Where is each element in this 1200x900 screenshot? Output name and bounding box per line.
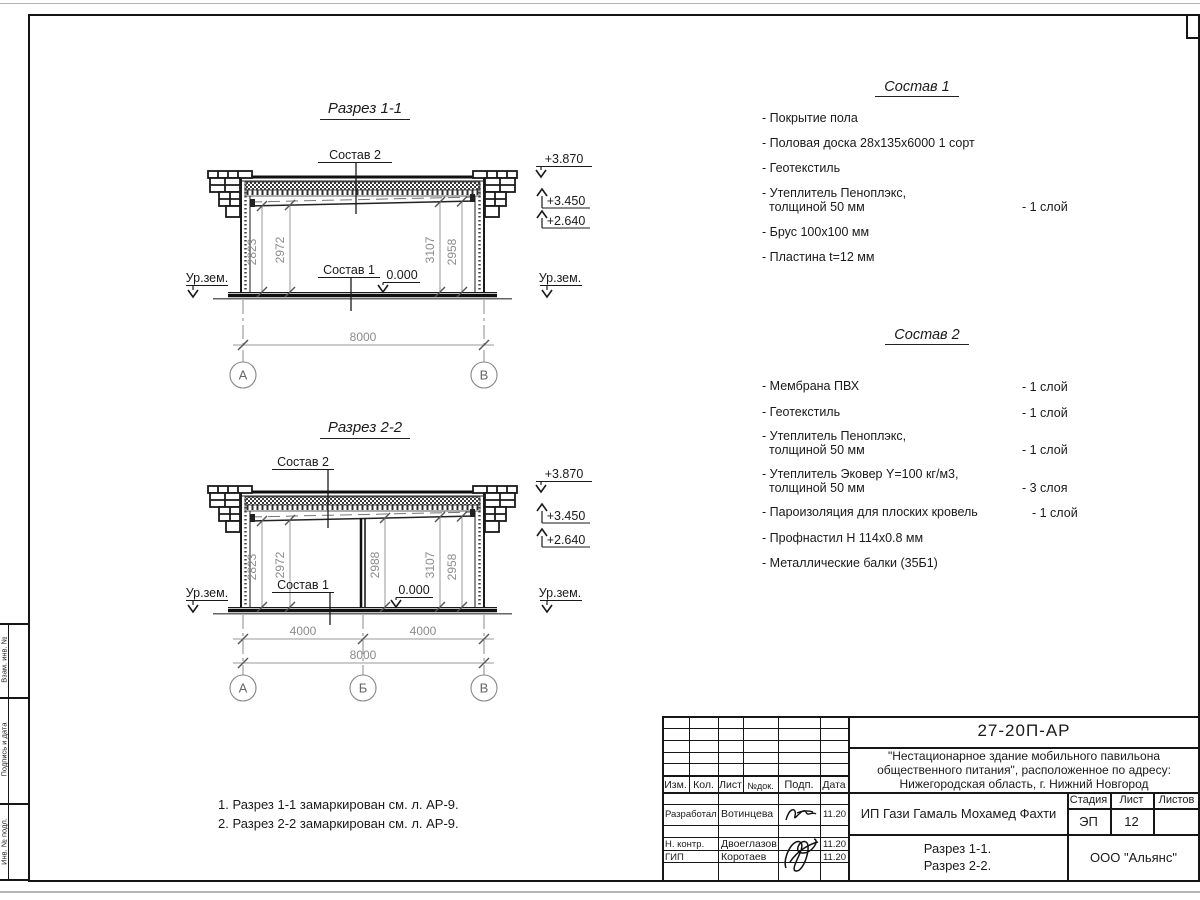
row-name-korotaev: Коротаев: [721, 851, 767, 863]
elev-0000-2: 0.000: [398, 583, 430, 597]
project-name-line1: "Нестационарное здание мобильного павильона: [887, 749, 1161, 763]
elev-2640: +2.640: [546, 214, 586, 228]
stage-value: ЭП: [1079, 814, 1098, 829]
callout-sostav2-2: Состав 2: [277, 455, 329, 469]
section-2-2-title: Разрез 2-2: [320, 419, 410, 439]
col-header-ndok: №док.: [747, 781, 774, 791]
sheet-title-line1: Разрез 1-1.: [923, 841, 992, 856]
doc-number: 27-20П-АР: [977, 721, 1071, 740]
elev-3870: +3.870: [544, 152, 584, 166]
col-header-data: Дата: [822, 779, 846, 791]
side-stamp-label-vzam: Взам. инв. №: [0, 636, 9, 683]
elev-3450: +3.450: [546, 194, 586, 208]
sheet-value: 12: [1124, 814, 1139, 829]
row-date-3: 11.20: [822, 852, 847, 863]
list-item: - Мембрана ПВХ: [762, 379, 860, 393]
list-item: - Металлические балки (35Б1): [762, 556, 938, 570]
row-role-razrabotal: Разработал: [665, 809, 717, 820]
row-role-gip: ГИП: [665, 852, 684, 863]
col-header-kol: Кол.: [693, 779, 714, 791]
dim-2958-2: 2958: [445, 553, 459, 581]
dim-8000: 8000: [349, 330, 377, 344]
list-item: - Покрытие пола: [762, 111, 858, 125]
list-item-qty: - 1 слой: [1022, 406, 1068, 420]
sostav2-title: Состав 2: [885, 327, 969, 345]
section-2-2-drawing: [186, 455, 592, 701]
list-item: - Пластина t=12 мм: [762, 250, 875, 264]
list-item-qty: - 3 слоя: [1022, 481, 1068, 495]
dim-2988: 2988: [368, 551, 382, 579]
row-date-2: 11.20: [822, 839, 847, 850]
dim-2972-2: 2972: [273, 551, 287, 579]
list-item: - Профнастил Н 114х0.8 мм: [762, 531, 924, 545]
project-name-line3: Нижегородская область, г. Нижний Новгород: [899, 777, 1149, 791]
dim-8000-2: 8000: [349, 648, 377, 662]
list-item: - Утеплитель Эковер Y=100 кг/м3, толщиной 50 мм: [762, 467, 959, 495]
stage-label: Стадия: [1069, 794, 1108, 806]
project-name-line2: общественного питания", расположенное по адресу:: [877, 763, 1171, 777]
row-name-dvoeglazov: Двоеглазов: [721, 838, 777, 850]
axis-b-2: Б: [358, 680, 368, 696]
axis-a: А: [238, 367, 248, 383]
dim-4000-left: 4000: [289, 624, 317, 638]
section-1-1-title: Разрез 1-1: [320, 100, 410, 120]
col-header-list: Лист: [719, 779, 742, 791]
sheets-label: Листов: [1158, 794, 1195, 806]
sheet-label: Лист: [1119, 794, 1144, 806]
list-item: - Половая доска 28х135х6000 1 сорт: [762, 136, 975, 150]
row-date-1: 11.20: [822, 809, 847, 820]
list-item: - Геотекстиль: [762, 161, 841, 175]
elev-2640-2: +2.640: [546, 533, 586, 547]
titleblock-line: [1067, 808, 1200, 810]
callout-sostav1-2: Состав 1: [277, 578, 329, 592]
ground-level-right: Ур.зем.: [538, 271, 582, 285]
titleblock-line: [718, 716, 719, 880]
side-stamp-label-podpis: Подпись и дата: [0, 722, 9, 777]
list-item: - Утеплитель Пеноплэкс, толщиной 50 мм: [762, 186, 907, 214]
list-item-qty: - 1 слой: [1022, 380, 1068, 394]
note-1: 1. Разрез 1-1 замаркирован см. л. АР-9.: [218, 797, 459, 812]
list-item: - Брус 100х100 мм: [762, 225, 870, 239]
list-item-qty: - 1 слой: [1022, 200, 1068, 214]
elev-0000: 0.000: [386, 268, 418, 282]
dim-3107: 3107: [423, 236, 437, 264]
note-2: 2. Разрез 2-2 замаркирован см. л. АР-9.: [218, 816, 459, 831]
dim-2958: 2958: [445, 238, 459, 266]
section-1-1-drawing: [186, 148, 592, 388]
sheet-title-line2: Разрез 2-2.: [923, 858, 992, 873]
list-item-qty: - 1 слой: [1022, 443, 1068, 457]
signature-nkontr-gip: [785, 839, 818, 871]
callout-sostav1: Состав 1: [323, 263, 375, 277]
side-stamp-label-inv: Инв. № подл.: [0, 818, 9, 865]
ground-level-left-2: Ур.зем.: [185, 586, 229, 600]
list-item-qty: - 1 слой: [1032, 506, 1078, 520]
dim-2823: 2823: [245, 238, 259, 266]
list-item: - Утеплитель Пеноплэкс, толщиной 50 мм: [762, 429, 907, 457]
callout-sostav2: Состав 2: [329, 148, 381, 162]
client-name: ИП Гази Гамаль Мохамед Фахти: [860, 806, 1057, 821]
signature-votintseva: [786, 810, 816, 820]
company-name: ООО "Альянс": [1090, 850, 1177, 865]
elev-3870-2: +3.870: [544, 467, 584, 481]
list-item: - Геотекстиль: [762, 405, 841, 419]
elev-3450-2: +3.450: [546, 509, 586, 523]
dim-4000-right: 4000: [409, 624, 437, 638]
axis-v: В: [479, 367, 489, 383]
col-header-podp: Подп.: [784, 779, 814, 791]
axis-v-2: В: [479, 680, 489, 696]
sostav1-title: Состав 1: [875, 79, 959, 97]
dim-2972: 2972: [273, 236, 287, 264]
axis-a-2: А: [238, 680, 248, 696]
row-role-nkontr: Н. контр.: [665, 839, 705, 850]
list-item: - Пароизоляция для плоских кровель: [762, 505, 978, 519]
ground-level-left: Ур.зем.: [185, 271, 229, 285]
titleblock-line: [662, 716, 664, 880]
ground-level-right-2: Ур.зем.: [538, 586, 582, 600]
dim-2823-2: 2823: [245, 553, 259, 581]
titleblock-line: [778, 716, 779, 880]
col-header-izm: Изм.: [664, 779, 687, 791]
dim-3107-2: 3107: [423, 551, 437, 579]
row-name-votintseva: Вотинцева: [721, 808, 774, 820]
titleblock-line: [848, 834, 1200, 836]
